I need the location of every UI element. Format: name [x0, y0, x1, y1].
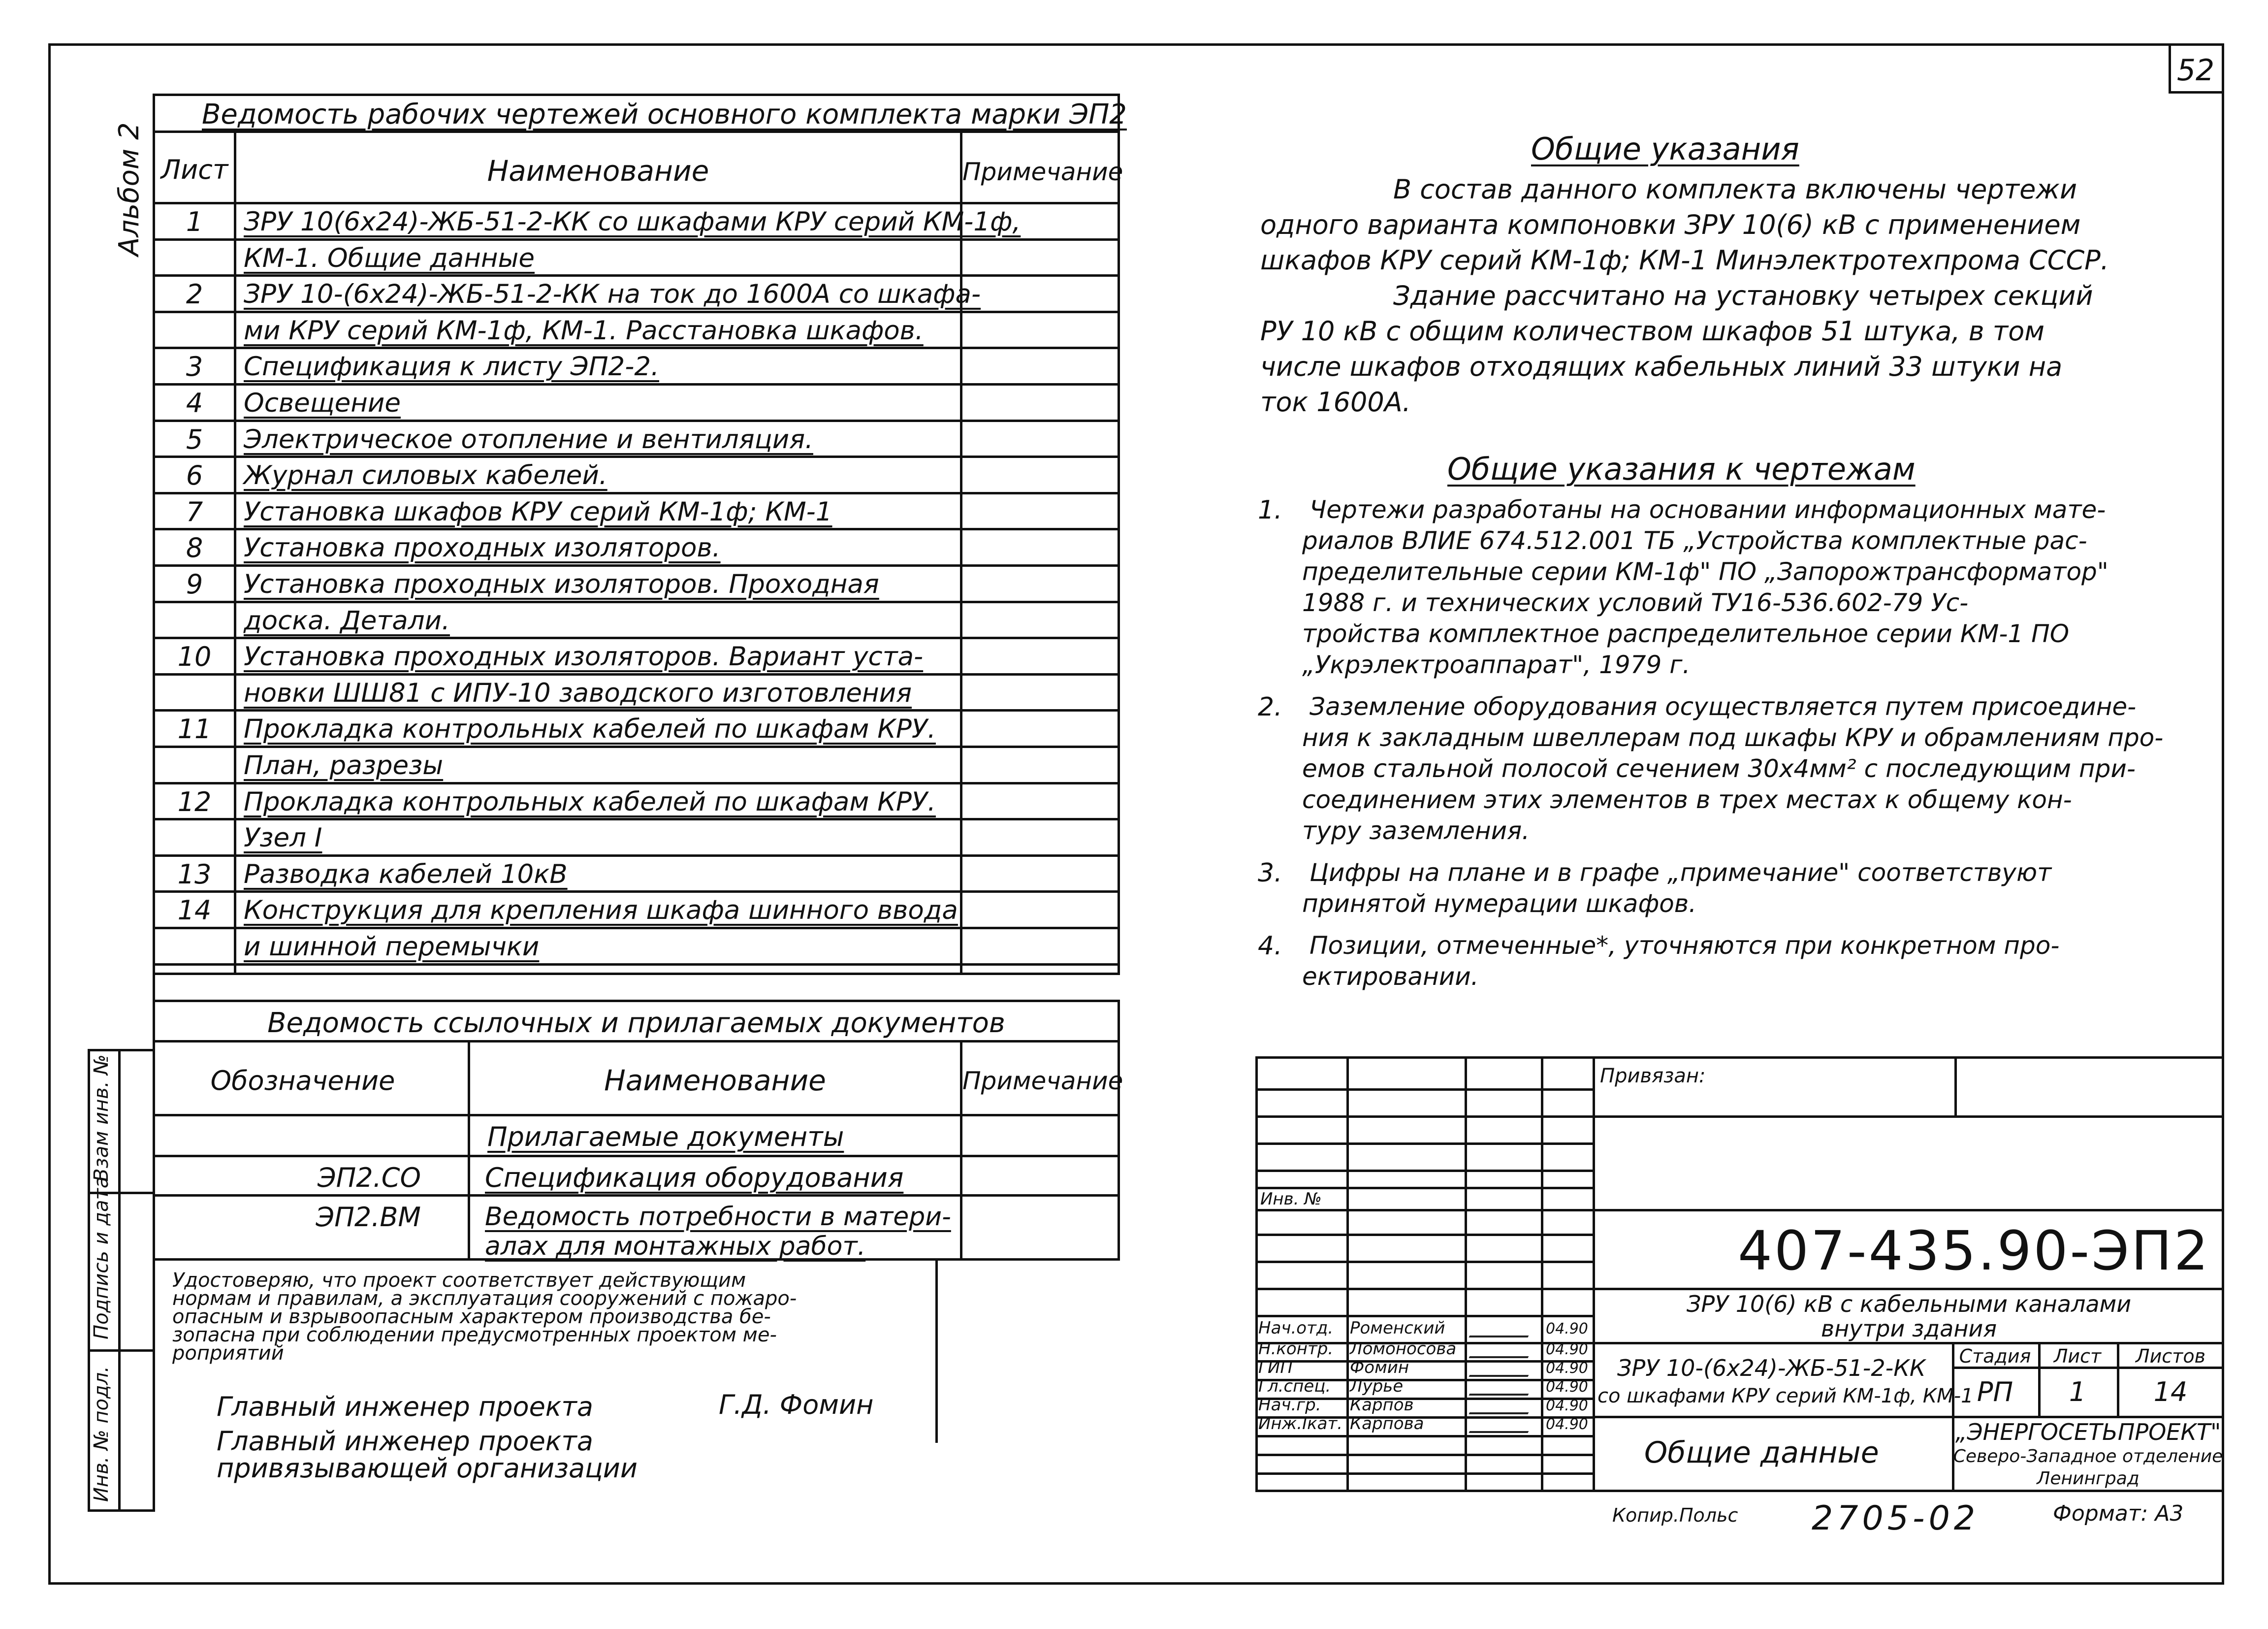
certification-line: Удостоверяю, что проект соответствует действующим [172, 1269, 746, 1292]
certification-line: нормам и правилам, а эксплуатация сооружений с пожаро- [172, 1287, 797, 1310]
row-name: Установка проходных изоляторов. Вариант уста- [244, 642, 924, 672]
refs-row-2-name-2: алах для монтажных работ. [485, 1232, 866, 1261]
drawing-note-number: 2. [1258, 692, 1282, 722]
drawing-note-line: ектировании. [1302, 962, 1479, 991]
stage-label: Стадия [1959, 1345, 2031, 1367]
general-notes-line: В состав данного комплекта включены чертежи [1393, 174, 2077, 205]
refs-header-designation: Обозначение [210, 1065, 395, 1096]
drawing-note-line: Цифры на плане и в графе „примечание" соответствуют [1310, 858, 2052, 887]
row-line [153, 601, 1120, 603]
row-name: Разводка кабелей 10кВ [244, 859, 568, 889]
row-number: 5 [186, 424, 203, 455]
grid-line [1255, 1115, 1593, 1118]
privyazan-label: Привязан: [1600, 1065, 1706, 1087]
row-line [153, 637, 1120, 639]
signer-role: ГИП [1258, 1358, 1293, 1377]
inv-no-label: Инв. № [1260, 1189, 1322, 1209]
signer-date: 04.90 [1546, 1341, 1588, 1358]
row-line [153, 782, 1120, 784]
signer-role: Н.контр. [1258, 1339, 1334, 1359]
drawing-note-line: Позиции, отмеченные*, уточняются при конкретном про- [1310, 931, 2060, 960]
grid-line [1255, 1454, 1593, 1456]
sheet-label: Лист [2053, 1345, 2102, 1367]
row-number: 2 [186, 279, 203, 310]
row-name: ЗРУ 10-(6х24)-ЖБ-51-2-КК на ток до 1600А со шкафа- [244, 279, 981, 310]
row-name: Узел I [244, 823, 322, 853]
refs-row-1-designation: ЭП2.СО [317, 1162, 421, 1193]
signer-name: Роменский [1350, 1318, 1445, 1338]
general-notes-line: РУ 10 кВ с общим количеством шкафов 51 штука, в том [1260, 316, 2044, 347]
row-number: 10 [177, 641, 212, 673]
row-name: Журнал силовых кабелей. [244, 460, 607, 491]
signer-role: Гл.спец. [1258, 1376, 1331, 1396]
row-line [153, 420, 1120, 422]
row-line [153, 746, 1120, 748]
grid-line [1255, 1360, 1593, 1363]
document-code: 407-435.90-ЭП2 [1738, 1219, 2210, 1282]
row-name: Установка шкафов КРУ серий КМ-1ф; КМ-1 [244, 496, 832, 527]
refs-header-note: Примечание [962, 1067, 1123, 1095]
drawing-note-line: ния к закладным швеллерам под шкафы КРУ и обрамлениям про- [1302, 723, 2164, 752]
general-notes-line: одного варианта компоновки ЗРУ 10(6) кВ с применением [1260, 209, 2081, 240]
general-notes-line: ток 1600А. [1260, 387, 1411, 418]
drawing-note-line: туру заземления. [1302, 816, 1530, 845]
refs-row-1-name: Спецификация оборудования [485, 1162, 904, 1193]
signer-name: Лурье [1350, 1376, 1404, 1396]
signer-role: Инж.Iкат. [1258, 1414, 1343, 1434]
order-number: 2705-02 [1812, 1499, 1980, 1538]
general-notes-title: Общие указания [1531, 131, 1799, 167]
object-line-1: ЗРУ 10-(6х24)-ЖБ-51-2-КК [1617, 1355, 1926, 1381]
certification-line: зопасна при соблюдении предусмотренных проектом ме- [172, 1324, 777, 1346]
drawing-note-line: риалов ВЛИЕ 674.512.001 ТБ „Устройства комплектные рас- [1302, 526, 2087, 555]
drawing-note-line: Чертежи разработаны на основании информационных мате- [1310, 495, 2106, 524]
row-line [153, 528, 1120, 530]
sheet-name: Общие данные [1644, 1435, 1879, 1470]
drawings-list-title: Ведомость рабочих чертежей основного комплекта марки ЭП2 [202, 98, 1127, 130]
org-branch: Северо-Западное отделение [1953, 1446, 2223, 1466]
grid-line [1255, 1435, 1593, 1437]
grid-line [1255, 1288, 1593, 1290]
row-number: 1 [186, 206, 203, 237]
header-name: Наименование [487, 154, 709, 188]
signer-role: Нач.отд. [1258, 1318, 1334, 1338]
signature [1469, 1324, 1534, 1337]
row-number: 13 [177, 858, 212, 890]
signer-date: 04.90 [1546, 1397, 1588, 1414]
copied-label: Копир.Польс [1612, 1504, 1738, 1526]
drawing-note-number: 3. [1258, 858, 1282, 888]
refs-row-2-designation: ЭП2.ВМ [316, 1202, 421, 1233]
row-name: ми КРУ серий КМ-1ф, КМ-1. Расстановка шкафов. [244, 315, 924, 346]
signer-name: Карпова [1350, 1414, 1424, 1434]
row-number: 4 [186, 388, 203, 419]
signature [1469, 1363, 1534, 1377]
drawing-notes-title: Общие указания к чертежам [1447, 451, 1916, 487]
row-line [153, 673, 1120, 676]
header-note: Примечание [962, 158, 1123, 186]
drawing-note-line: соединением этих элементов в трех местах к общему кон- [1302, 785, 2072, 814]
row-line [153, 927, 1120, 929]
row-line [153, 854, 1120, 857]
drawing-note-line: Заземление оборудования осуществляется путем присоедине- [1310, 692, 2137, 721]
grid-line [1255, 1315, 1593, 1317]
general-notes-line: числе шкафов отходящих кабельных линий 33 штуки на [1260, 351, 2063, 382]
signature [1469, 1344, 1534, 1358]
signer-date: 04.90 [1546, 1378, 1588, 1396]
sheets-label: Листов [2136, 1345, 2205, 1367]
sheet-value: 1 [2069, 1376, 2086, 1407]
object-line-2: со шкафами КРУ серий КМ-1ф, КМ-1 [1597, 1385, 1974, 1407]
signer-date: 04.90 [1546, 1320, 1588, 1337]
side-stamp-podpis: Подпись и дата [90, 1176, 113, 1339]
grid-line [1255, 1209, 1593, 1211]
row-number: 6 [186, 460, 203, 491]
row-name: Прокладка контрольных кабелей по шкафам КРУ. [244, 786, 936, 817]
row-name: доска. Детали. [244, 605, 450, 636]
row-name: ЗРУ 10(6х24)-ЖБ-51-2-КК со шкафами КРУ серий КМ-1ф, [244, 207, 1021, 237]
row-number: 11 [177, 714, 212, 745]
row-name: КМ-1. Общие данные [244, 243, 535, 273]
album-label: Альбом 2 [113, 122, 145, 256]
row-number: 14 [177, 895, 212, 926]
sheet-number: 52 [2176, 53, 2215, 88]
row-line [153, 311, 1120, 313]
signer-date: 04.90 [1546, 1416, 1588, 1433]
grid-line [1255, 1472, 1593, 1475]
certification-line: роприятий [172, 1342, 284, 1365]
signer-name: Фомин [1350, 1358, 1409, 1377]
refs-row-2-name-1: Ведомость потребности в матери- [485, 1202, 951, 1232]
side-stamp-vzam: Взам инв. № [90, 1054, 113, 1182]
refs-title: Ведомость ссылочных и прилагаемых документов [267, 1007, 1005, 1039]
grid-line [1255, 1170, 1593, 1172]
signature [1469, 1419, 1534, 1433]
drawing-note-number: 4. [1258, 931, 1282, 961]
chief-engineer-name: Г.Д. Фомин [719, 1389, 874, 1420]
row-number: 3 [186, 351, 203, 383]
row-line [153, 709, 1120, 712]
grid-line [1255, 1234, 1593, 1236]
drawing-note-line: емов стальной полосой сечением 30х4мм² с последующим при- [1302, 754, 2136, 783]
grid-line [1255, 1261, 1593, 1263]
chief-engineer-binding-2: привязывающей организации [217, 1453, 638, 1484]
signature [1469, 1401, 1534, 1414]
row-line [153, 890, 1120, 893]
signer-date: 04.90 [1546, 1360, 1588, 1377]
signer-name: Ломоносова [1350, 1339, 1457, 1359]
row-number: 8 [186, 532, 203, 564]
row-line [153, 564, 1120, 567]
refs-header-name: Наименование [604, 1064, 826, 1097]
row-name: Электрическое отопление и вентиляция. [244, 424, 813, 455]
header-sheet: Лист [160, 154, 228, 185]
row-name: Установка проходных изоляторов. [244, 533, 721, 563]
project-title-1: ЗРУ 10(6) кВ с кабельными каналами [1686, 1291, 2132, 1317]
row-line [153, 383, 1120, 386]
row-name: Конструкция для крепления шкафа шинного ввода [244, 895, 958, 926]
row-line [153, 492, 1120, 494]
row-name: Спецификация к листу ЭП2-2. [244, 352, 659, 382]
row-name: новки ШШ81 с ИПУ-10 заводского изготовления [244, 678, 912, 708]
sheets-value: 14 [2153, 1376, 2188, 1407]
chief-engineer-label: Главный инженер проекта [217, 1391, 593, 1422]
side-stamp-inv: Инв. № подл. [90, 1366, 113, 1502]
row-number: 7 [186, 496, 203, 527]
row-name: Освещение [244, 388, 401, 418]
certification-line: опасным и взрывоопасным характером производства бе- [172, 1305, 771, 1328]
row-number: 12 [177, 786, 212, 817]
drawing-note-line: „Укрэлектроаппарат", 1979 г. [1302, 651, 1691, 679]
drawing-note-number: 1. [1258, 495, 1282, 525]
signature [1469, 1382, 1534, 1396]
row-line [153, 818, 1120, 820]
general-notes-line: шкафов КРУ серий КМ-1ф; КМ-1 Минэлектротехпрома СССР. [1260, 245, 2109, 276]
row-line [153, 274, 1120, 277]
row-name: и шинной перемычки [244, 932, 540, 962]
format-label: Формат: А3 [2053, 1501, 2184, 1526]
row-number: 9 [186, 569, 203, 600]
drawing-note-line: тройства комплектное распределительное серии КМ-1 ПО [1302, 619, 2070, 648]
row-line [153, 347, 1120, 349]
signer-role: Нач.гр. [1258, 1395, 1321, 1415]
org-city: Ленинград [2037, 1468, 2140, 1489]
refs-section: Прилагаемые документы [487, 1121, 844, 1152]
drawing-note-line: 1988 г. и технических условий ТУ16-536.602-79 Ус- [1302, 588, 1969, 617]
row-name: План, разрезы [244, 750, 444, 781]
drawing-note-line: пределительные серии КМ-1ф" ПО „Запорожтрансформатор" [1302, 557, 2108, 586]
stage-value: РП [1977, 1376, 2013, 1407]
general-notes-line: Здание рассчитано на установку четырех секций [1393, 280, 2093, 311]
row-name: Установка проходных изоляторов. Проходная [244, 569, 879, 599]
row-line [153, 238, 1120, 241]
drawing-note-line: принятой нумерации шкафов. [1302, 889, 1697, 918]
row-name: Прокладка контрольных кабелей по шкафам КРУ. [244, 714, 936, 745]
project-title-2: внутри здания [1821, 1315, 1997, 1342]
org-name: „ЭНЕРГОСЕТЬПРОЕКТ" [1955, 1419, 2221, 1445]
chief-engineer-binding-1: Главный инженер проекта [217, 1426, 593, 1457]
signer-name: Карпов [1350, 1395, 1414, 1415]
row-line [153, 456, 1120, 458]
row-line [153, 963, 1120, 966]
grid-line [1255, 1088, 1593, 1091]
grid-line [1255, 1142, 1593, 1145]
